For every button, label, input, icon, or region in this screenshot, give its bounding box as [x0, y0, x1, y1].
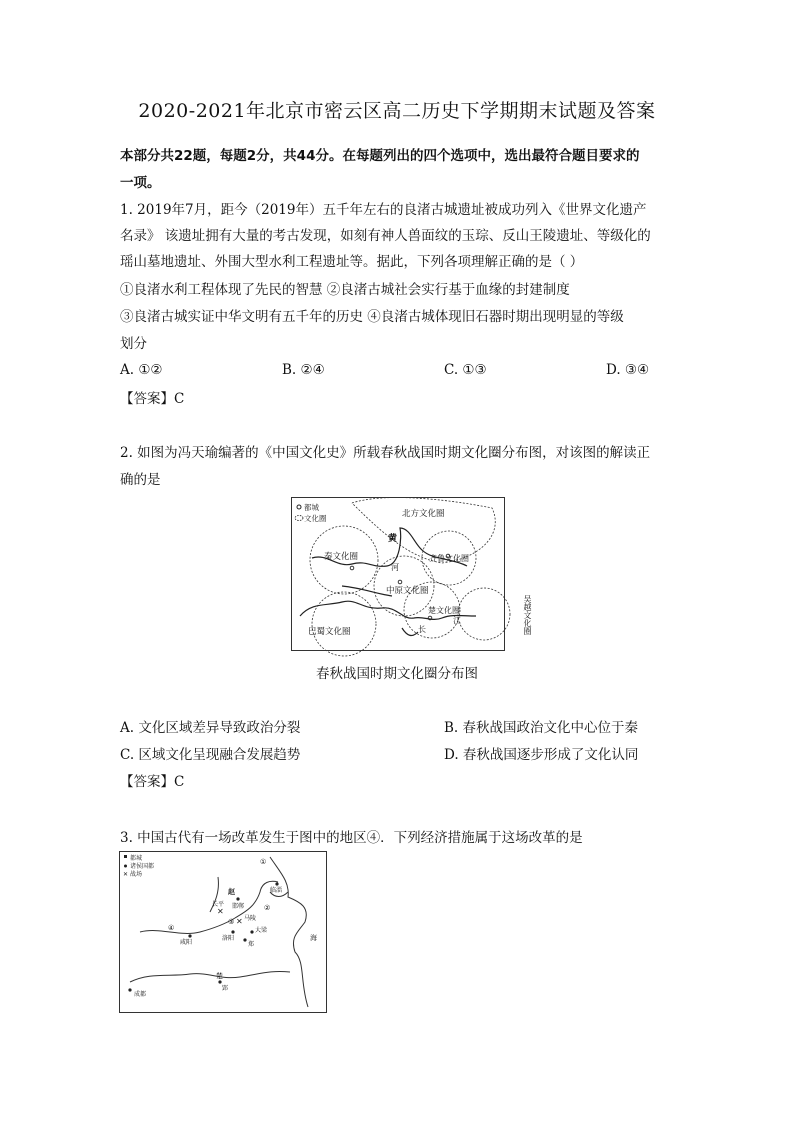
- q2-map-qilu-label: 齐鲁文化圈: [429, 554, 469, 563]
- q3-warring-states-map: [119, 851, 327, 1013]
- q1-stem-line-1: 1. 2019年7月，距今（2019年）五千年左右的良渚古城遗址被成功列入《世界文化遗产: [120, 202, 647, 218]
- q1-statements-1-2: ①良渚水利工程体现了先民的智慧 ②良渚古城社会实行基于血缘的封建制度: [120, 282, 570, 298]
- q3-label-maling: 马陵: [244, 915, 257, 922]
- q2-map-jiang-label: 江: [453, 616, 461, 625]
- q3-label-ying: 郢: [222, 985, 229, 992]
- q3-marker-3: ③: [228, 918, 235, 926]
- q3-markers: [128, 882, 278, 991]
- q1-stem-line-3: 瑶山墓地遗址、外围大型水利工程遗址等。据此，下列各项理解正确的是（ ）: [120, 254, 584, 270]
- instructions-line-2: 一项。: [120, 175, 161, 191]
- rivers: [300, 528, 476, 635]
- q3-label-daliang: 大梁: [255, 927, 268, 934]
- q2-map-chu-label: 楚文化圈: [428, 606, 460, 615]
- q3-label-zhao: 赵: [228, 888, 235, 896]
- north-circle: [352, 498, 495, 563]
- q2-map-caption: 春秋战国时期文化圈分布图: [316, 666, 478, 682]
- coastline: [270, 857, 308, 1007]
- q3-label-zheng: 郑: [248, 941, 255, 948]
- q3-marker-2: ②: [264, 904, 271, 912]
- q3-label-chengdu: 成都: [134, 991, 147, 998]
- q3-label-changping: 长平: [212, 901, 225, 908]
- handan-dot: [236, 897, 239, 900]
- page-title: 2020-2021年北京市密云区高二历史下学期期末试题及答案: [138, 100, 656, 122]
- q2-answer: 【答案】C: [120, 774, 185, 790]
- linzi-dot: [275, 882, 278, 885]
- ying-dot: [218, 980, 221, 983]
- q2-map-legend-circle: 文化圈: [304, 514, 327, 523]
- wuyue-label-text: 吴越文化圈: [492, 595, 532, 604]
- q1-option-a: A. ①②: [120, 362, 163, 378]
- xianyang-dot: [188, 934, 191, 937]
- q3-legend-battlefield: 战场: [130, 871, 143, 878]
- q2-option-c: C. 区域文化呈现融合发展趋势: [120, 747, 301, 763]
- q2-map-huang-label: 黄: [388, 534, 398, 544]
- q3-label-luoyang: 洛阳: [222, 935, 235, 942]
- q3-label-linzi: 临淄: [270, 887, 283, 894]
- instructions-line-1: 本部分共22题，每题2分，共44分。在每题列出的四个选项中，选出最符合题目要求的: [120, 148, 640, 164]
- lake: [402, 628, 418, 635]
- yellow-river-3: [140, 881, 278, 933]
- q3-marker-1: ①: [260, 858, 267, 866]
- legend1-symbol: [124, 855, 127, 858]
- q2-map-chang-label: 长: [418, 625, 426, 634]
- daliang-dot: [250, 930, 253, 933]
- q2-map-legend-capital: 都城: [304, 503, 319, 512]
- q1-stem-line-2: 名录》 该遗址拥有大量的考古发现，如刻有神人兽面纹的玉琮、反山王陵遗址、等级化的: [120, 228, 651, 244]
- q3-label-hai: 海: [310, 934, 317, 942]
- q2-map-zhongyuan-label: 中原文化圈: [386, 586, 429, 596]
- luoyang-dot: [231, 930, 234, 933]
- q2-map-qin-label: 秦文化圈: [324, 552, 359, 562]
- q1-option-c: C. ①③: [444, 362, 487, 378]
- q3-label-handan: 邯郸: [232, 903, 245, 910]
- q3-legend-capital: 都城: [130, 855, 143, 862]
- han-river: [342, 586, 392, 596]
- q3-legend-state-capital: 诸侯国都: [130, 863, 155, 870]
- legend2-symbol: [124, 865, 127, 868]
- legend-circle-symbol: [295, 516, 303, 521]
- q1-option-d: D. ③④: [606, 362, 650, 378]
- yangtze-river-3: [130, 971, 290, 982]
- q1-statement-4-cont: 划分: [120, 336, 147, 352]
- zheng-dot: [243, 938, 246, 941]
- q1-option-b: B. ②④: [282, 362, 325, 378]
- q3-stem-line-1: 3. 中国古代有一场改革发生于图中的地区④．下列经济措施属于这场改革的是: [120, 830, 583, 846]
- legend3-symbol: ✕: [123, 871, 129, 878]
- q2-option-b: B. 春秋战国政治文化中心位于秦: [444, 720, 639, 736]
- q2-map-north-label: 北方文化圈: [402, 509, 445, 519]
- q2-map-he-label: 河: [391, 563, 399, 572]
- q2-map-bashu-label: 巴蜀文化圈: [308, 627, 351, 637]
- q2-stem-line-1: 2. 如图为冯天瑜编著的《中国文化史》所载春秋战国时期文化圈分布图，对该图的解读正: [120, 445, 651, 461]
- q3-label-xianyang: 咸阳: [180, 939, 193, 946]
- q3-label-chu: 楚: [216, 972, 223, 980]
- capital-mark-zhongyuan: [398, 580, 402, 584]
- q3-map-lines: [130, 857, 308, 1007]
- q2-option-a: A. 文化区域差异导致政治分裂: [120, 720, 301, 736]
- legend-capital-symbol: [297, 505, 301, 509]
- capital-mark-qin: [350, 566, 354, 570]
- q2-map-wuyue-label: [492, 595, 532, 636]
- q1-answer: 【答案】C: [120, 391, 185, 407]
- changping-battle-mark: ✕: [217, 907, 224, 916]
- q2-stem-line-2: 确的是: [120, 472, 161, 488]
- chengdu-dot: [128, 988, 131, 991]
- q1-statements-3-4: ③良渚古城实证中华文明有五千年的历史 ④良渚古城体现旧石器时期出现明显的等级: [120, 309, 624, 325]
- q2-option-d: D. 春秋战国逐步形成了文化认同: [444, 747, 639, 763]
- maling-battle-mark: ✕: [236, 917, 243, 926]
- q2-culture-circle-map: [291, 497, 532, 651]
- q3-marker-4: ④: [168, 924, 175, 932]
